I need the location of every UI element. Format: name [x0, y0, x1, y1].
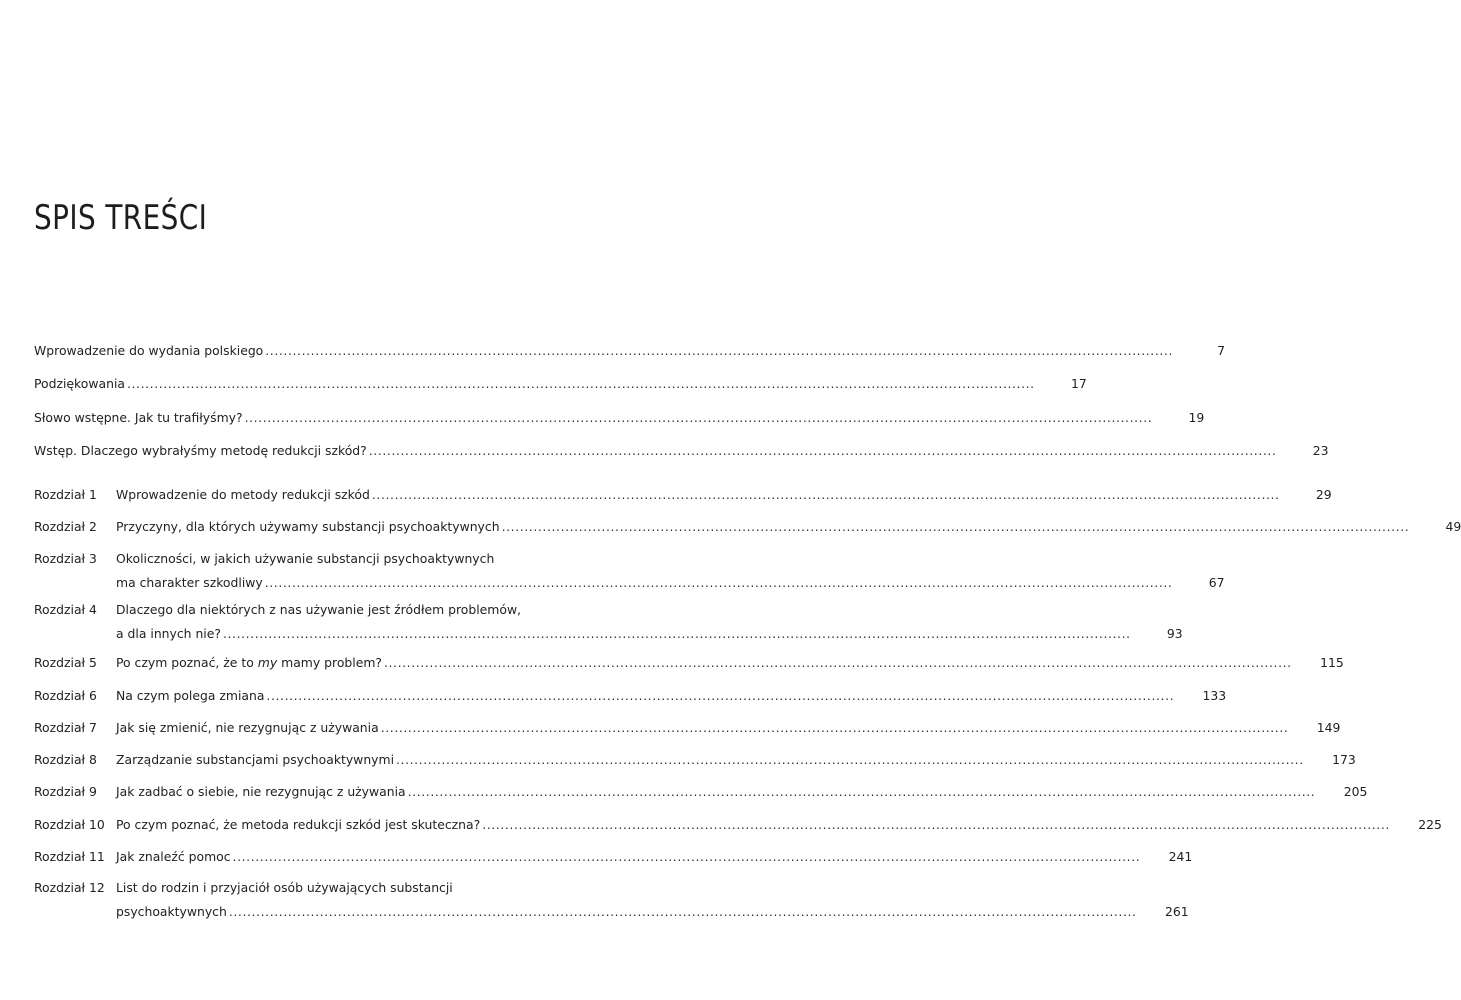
dot-leader	[265, 339, 1173, 363]
toc-page-number: 23	[1312, 443, 1329, 458]
dot-leader	[396, 748, 1304, 772]
toc-page-number: 17	[1070, 376, 1087, 391]
toc-entry-chapter-5[interactable]	[34, 651, 1344, 675]
chapter-label: Rozdział 1	[34, 487, 97, 502]
toc-entry-title: Wprowadzenie do metody redukcji szkód	[116, 487, 370, 502]
toc-entry-title: Przyczyny, dla których używamy substancji psychoaktywnych	[116, 519, 500, 534]
page-title: SPIS TREŚCI	[34, 198, 208, 238]
dot-leader	[223, 622, 1131, 646]
toc-entry-chapter-8[interactable]	[34, 748, 1356, 772]
chapter-label: Rozdział 12	[34, 880, 105, 895]
toc-page-number: 225	[1418, 817, 1442, 832]
chapter-label: Rozdział 5	[34, 655, 97, 670]
chapter-label: Rozdział 3	[34, 551, 97, 566]
toc-entry-title: Jak zadbać o siebie, nie rezygnując z używania	[116, 784, 406, 799]
dot-leader	[229, 900, 1137, 924]
toc-entry-introduction-polish-edition[interactable]	[34, 339, 1225, 363]
chapter-label: Rozdział 4	[34, 602, 97, 617]
toc-entry-title: Po czym poznać, że metoda redukcji szkód jest skuteczna?	[116, 817, 481, 832]
toc-page-number: 241	[1168, 849, 1193, 864]
toc-page-number: 49	[1445, 519, 1461, 534]
dot-leader	[233, 845, 1141, 869]
toc-entry-title: Podziękowania	[34, 376, 125, 391]
toc-title-emphasis: my	[257, 655, 278, 670]
chapter-label: Rozdział 2	[34, 519, 97, 534]
dot-leader	[384, 651, 1292, 675]
toc-entry-title-continued: a dla innych nie?	[116, 626, 221, 641]
toc-title-part: Po czym poznać, że to	[116, 655, 254, 670]
toc-entry-title: Okoliczności, w jakich używanie substancji psychoaktywnych	[116, 551, 495, 566]
toc-entry-chapter-6[interactable]	[34, 684, 1227, 708]
dot-leader	[482, 813, 1390, 837]
dot-leader	[245, 406, 1153, 430]
toc-page-number: 29	[1315, 487, 1332, 502]
chapter-label: Rozdział 10	[34, 817, 105, 832]
chapter-label: Rozdział 9	[34, 784, 97, 799]
toc-entry-acknowledgements[interactable]	[34, 372, 1087, 396]
toc-entry-preface[interactable]	[34, 439, 1329, 463]
chapter-label: Rozdział 6	[34, 688, 97, 703]
toc-page-number: 149	[1316, 720, 1341, 735]
toc-entry-title: Jak się zmienić, nie rezygnując z używania	[116, 720, 379, 735]
toc-entry-chapter-9[interactable]	[34, 780, 1368, 804]
toc-entry-chapter-12[interactable]	[34, 876, 1189, 924]
toc-entry-chapter-1[interactable]	[34, 483, 1332, 507]
toc-entry-title: Wstęp. Dlaczego wybrałyśmy metodę redukcji szkód?	[34, 443, 367, 458]
toc-entry-chapter-2[interactable]	[34, 515, 1461, 539]
toc-entry-title	[116, 651, 382, 675]
toc-page-number: 173	[1332, 752, 1356, 767]
toc-entry-title: Wprowadzenie do wydania polskiego	[34, 343, 264, 358]
dot-leader	[265, 571, 1173, 595]
toc-entry-chapter-10[interactable]	[34, 813, 1442, 837]
toc-page-number: 133	[1202, 688, 1227, 703]
toc-page-number: 205	[1343, 784, 1368, 799]
dot-leader	[369, 439, 1277, 463]
toc-entry-title-continued: ma charakter szkodliwy	[116, 575, 263, 590]
toc-entry-title-continued: psychoaktywnych	[116, 904, 227, 919]
toc-page-number: 93	[1166, 626, 1183, 641]
dot-leader	[266, 684, 1174, 708]
dot-leader	[502, 515, 1410, 539]
dot-leader	[127, 372, 1035, 396]
toc-entry-foreword[interactable]	[34, 406, 1205, 430]
chapter-label: Rozdział 11	[34, 849, 105, 864]
toc-entry-title: Na czym polega zmiana	[116, 688, 265, 703]
toc-page-number: 19	[1188, 410, 1205, 425]
toc-entry-title: Słowo wstępne. Jak tu trafiłyśmy?	[34, 410, 243, 425]
toc-entry-title: Jak znaleźć pomoc	[116, 849, 231, 864]
toc-entry-title: List do rodzin i przyjaciół osób używających substancji	[116, 880, 453, 895]
toc-page-number: 115	[1320, 655, 1344, 670]
toc-entry-chapter-11[interactable]	[34, 845, 1193, 869]
toc-page-number: 67	[1208, 575, 1225, 590]
toc-entry-title: Dlaczego dla niektórych z nas używanie jest źródłem problemów,	[116, 602, 522, 617]
dot-leader	[381, 716, 1289, 740]
toc-title-part: mamy problem?	[281, 655, 382, 670]
dot-leader	[408, 780, 1316, 804]
toc-page-number: 261	[1164, 904, 1189, 919]
chapter-label: Rozdział 7	[34, 720, 97, 735]
toc-entry-chapter-7[interactable]	[34, 716, 1341, 740]
toc-entry-title: Zarządzanie substancjami psychoaktywnymi	[116, 752, 395, 767]
chapter-label: Rozdział 8	[34, 752, 97, 767]
toc-entry-chapter-4[interactable]	[34, 598, 1183, 646]
toc-page-number: 7	[1217, 343, 1225, 358]
toc-entry-chapter-3[interactable]	[34, 547, 1225, 595]
dot-leader	[372, 483, 1280, 507]
